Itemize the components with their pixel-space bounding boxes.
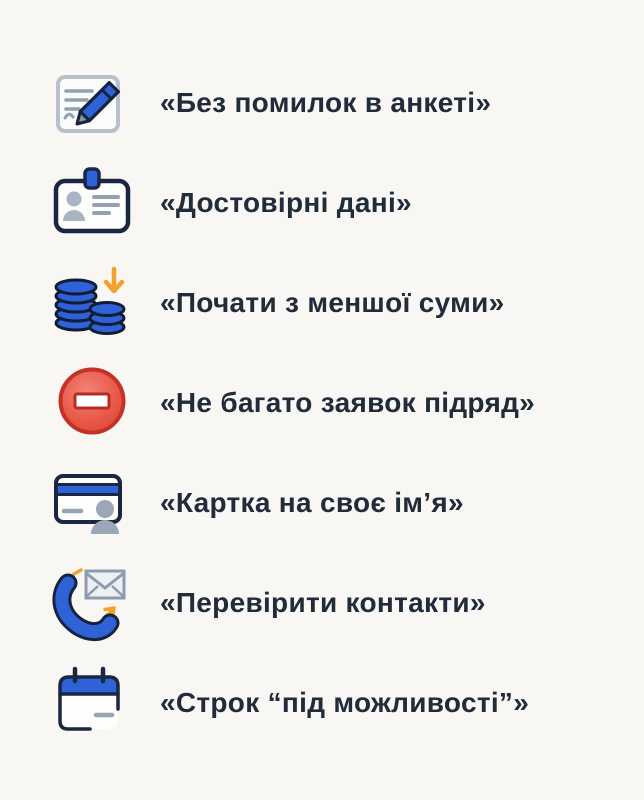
list-item — [0, 53, 644, 153]
list-item — [0, 153, 644, 253]
credit-card-person-icon — [50, 461, 134, 545]
list-item — [0, 453, 644, 553]
list-item-label: «Без помилок в анкеті» — [160, 87, 492, 118]
coins-decrease-icon — [50, 261, 134, 345]
list-item-label: «Картка на своє ім’я» — [160, 487, 464, 518]
list-item-label: «Перевірити контакти» — [160, 587, 486, 618]
list-item-label: «Строк “під можливості”» — [160, 687, 530, 718]
list-item — [0, 653, 644, 753]
phone-mail-icon — [50, 561, 134, 645]
calendar-icon — [50, 661, 134, 745]
list-item-label: «Не багато заявок підряд» — [160, 387, 536, 418]
no-entry-icon — [50, 361, 134, 445]
list-item — [0, 353, 644, 453]
list-item — [0, 553, 644, 653]
document-pencil-icon — [50, 61, 134, 145]
id-badge-icon — [50, 161, 134, 245]
list-item-label: «Достовірні дані» — [160, 187, 412, 218]
list-item-label: «Почати з меншої суми» — [160, 287, 505, 318]
list-item — [0, 253, 644, 353]
